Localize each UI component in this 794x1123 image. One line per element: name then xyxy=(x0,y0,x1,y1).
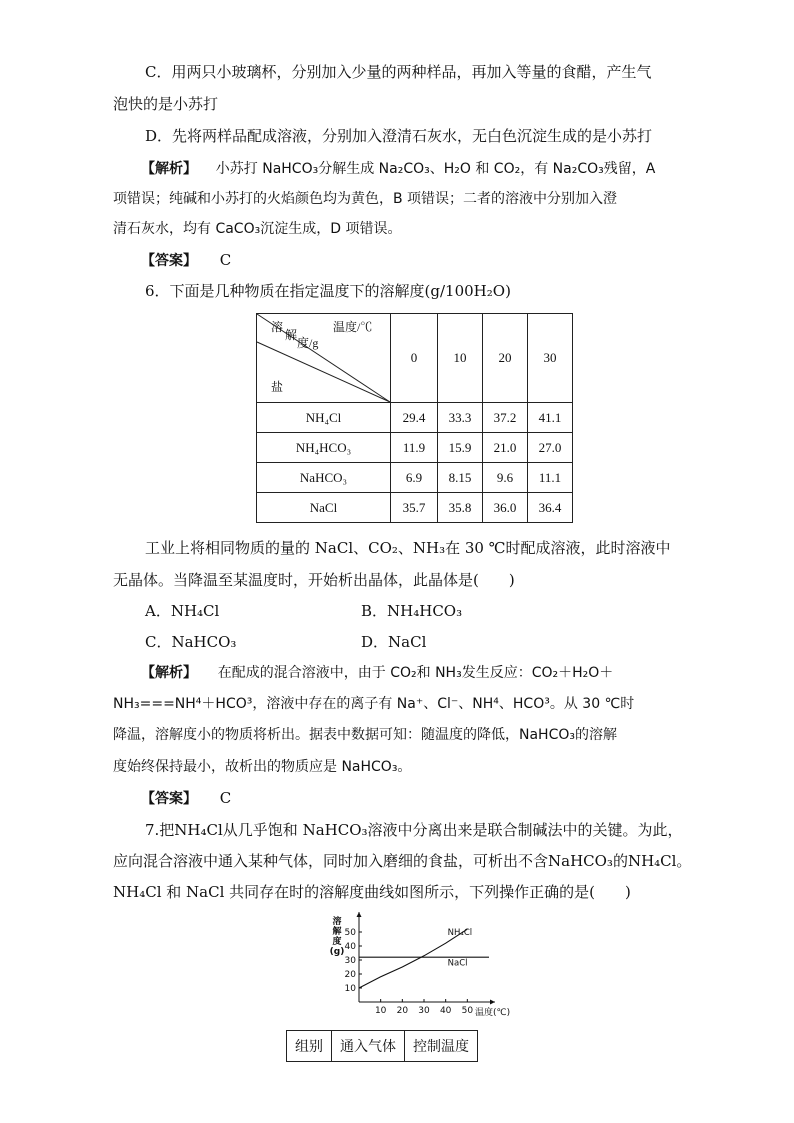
q7-line1: 7.把NH₄Cl从几乎饱和 NaHCO₃溶液中分离出来是联合制碱法中的关键。为此， xyxy=(145,821,683,839)
q6-analysis-line3: 降温，溶解度小的物质将析出。据表中数据可知：随温度的降低，NaHCO₃的溶解 xyxy=(113,727,617,743)
cell-value: 35.7 xyxy=(391,493,438,523)
header-temp-10: 10 xyxy=(438,314,483,403)
q6-analysis-tag: 【解析】 xyxy=(141,665,197,681)
corner-salt-label: 盐 xyxy=(271,380,284,394)
y-tick-label: 10 xyxy=(344,984,356,994)
x-tick-label: 40 xyxy=(439,1006,452,1016)
y-axis-arrow xyxy=(357,912,362,917)
cell-value: 11.1 xyxy=(528,463,573,493)
q6-para-line2: 无晶体。当降温至某温度时，开始析出晶体，此晶体是( ) xyxy=(113,571,515,589)
table-row xyxy=(257,433,573,463)
q6-analysis-line1: 在配成的混合溶液中，由于 CO₂和 NH₃发生反应：CO₂＋H₂O＋ xyxy=(217,665,614,681)
operations-table xyxy=(286,1030,478,1062)
q6-para-line1: 工业上将相同物质的量的 NaCl、CO₂、NH₃在 30 ℃时配成溶液，此时溶液中 xyxy=(145,539,671,557)
x-axis-label: 温度(℃) xyxy=(475,1008,511,1018)
x-axis-arrow xyxy=(490,1000,495,1005)
corner-sol-label-2: 解 xyxy=(285,328,298,342)
table-row xyxy=(257,493,573,523)
table-row xyxy=(257,403,573,433)
q6-option-d: D．NaCl xyxy=(361,633,427,651)
y-tick-label: 40 xyxy=(344,942,356,952)
q5-analysis-tag: 【解析】 xyxy=(141,161,197,177)
salt-name: NH₄HCO₃ xyxy=(257,433,391,463)
corner-temp-label: 温度/℃ xyxy=(333,320,373,334)
cell-value: 9.6 xyxy=(483,463,528,493)
x-tick-label: 30 xyxy=(418,1006,430,1016)
cell-value: 11.9 xyxy=(391,433,438,463)
q5-analysis-line3: 清石灰水，均有 CaCO₃沉淀生成，D 项错误。 xyxy=(113,221,402,237)
q6-analysis-line2: NH₃===NH⁴＋HCO³，溶液中存在的离子有 Na⁺、Cl⁻、NH⁴、HCO³。从 30 ℃时 xyxy=(113,696,635,712)
q6-option-b: B．NH₄HCO₃ xyxy=(361,602,463,620)
x-tick-label: 10 xyxy=(374,1006,387,1016)
cell-value: 37.2 xyxy=(483,403,528,433)
q7-line3: NH₄Cl 和 NaCl 共同存在时的溶解度曲线如图所示，下列操作正确的是( ) xyxy=(113,883,631,901)
header-temp-30: 30 xyxy=(528,314,573,403)
cell-value: 8.15 xyxy=(438,463,483,493)
q5-option-c-line1: C．用两只小玻璃杯，分别加入少量的两种样品，再加入等量的食醋，产生气 xyxy=(145,63,652,81)
table-corner-cell xyxy=(257,314,391,403)
table-row xyxy=(257,463,573,493)
cell-value: 41.1 xyxy=(528,403,573,433)
cell-value: 6.9 xyxy=(391,463,438,493)
q6-answer: C xyxy=(219,789,232,807)
cell-value: 36.4 xyxy=(528,493,573,523)
cell-value: 29.4 xyxy=(391,403,438,433)
q5-answer-tag: 【答案】 xyxy=(141,253,197,269)
cell-value: 27.0 xyxy=(528,433,573,463)
series-label: NH₄Cl xyxy=(447,927,473,938)
salt-name: NaCl xyxy=(257,493,391,523)
y-tick-label: 30 xyxy=(344,956,356,966)
q6-stem: 6．下面是几种物质在指定温度下的溶解度(g/100H₂O) xyxy=(145,282,511,300)
y-axis-label-char: 解 xyxy=(332,927,342,937)
corner-sol-label-1: 溶 xyxy=(271,320,284,334)
corner-sol-label-3: 度/g xyxy=(297,336,319,350)
y-tick-label: 20 xyxy=(344,970,356,980)
cell-value: 36.0 xyxy=(483,493,528,523)
cell-value: 15.9 xyxy=(438,433,483,463)
solubility-curve-chart xyxy=(326,910,511,1022)
header-temp-20: 20 xyxy=(483,314,528,403)
salt-name: NH₄Cl xyxy=(257,403,391,433)
q5-option-c-line2: 泡快的是小苏打 xyxy=(113,95,219,113)
header-temperature: 控制温度 xyxy=(405,1031,478,1062)
q6-analysis-line4: 度始终保持最小，故析出的物质应是 NaHCO₃。 xyxy=(113,759,412,775)
cell-value: 33.3 xyxy=(438,403,483,433)
q6-option-c: C．NaHCO₃ xyxy=(145,633,237,651)
solubility-table xyxy=(256,313,573,523)
q6-option-a: A．NH₄Cl xyxy=(145,602,220,620)
y-axis-label-char: 溶 xyxy=(332,917,342,927)
q7-line2: 应向混合溶液中通入某种气体，同时加入磨细的食盐，可析出不含NaHCO₃的NH₄Cl。 xyxy=(113,852,692,870)
y-tick-label: 50 xyxy=(344,928,356,938)
q6-answer-tag: 【答案】 xyxy=(141,791,197,807)
cell-value: 21.0 xyxy=(483,433,528,463)
x-tick-label: 20 xyxy=(396,1006,409,1016)
header-temp-0: 0 xyxy=(391,314,438,403)
q5-option-d: D．先将两样品配成溶液，分别加入澄清石灰水，无白色沉淀生成的是小苏打 xyxy=(145,127,653,145)
y-axis-label-char: 度 xyxy=(332,937,342,947)
header-gas: 通入气体 xyxy=(332,1031,405,1062)
q5-analysis-line2: 项错误；纯碱和小苏打的火焰颜色均为黄色，B 项错误；二者的溶液中分别加入澄 xyxy=(113,191,618,207)
q5-answer: C xyxy=(219,251,232,269)
series-label: NaCl xyxy=(447,958,468,969)
salt-name: NaHCO₃ xyxy=(257,463,391,493)
q5-analysis-line1: 小苏打 NaHCO₃分解生成 Na₂CO₃、H₂O 和 CO₂，有 Na₂CO₃残留，A xyxy=(215,161,656,177)
cell-value: 35.8 xyxy=(438,493,483,523)
y-axis-label-char: (g) xyxy=(329,947,345,957)
x-tick-label: 50 xyxy=(461,1006,474,1016)
header-group: 组别 xyxy=(287,1031,332,1062)
